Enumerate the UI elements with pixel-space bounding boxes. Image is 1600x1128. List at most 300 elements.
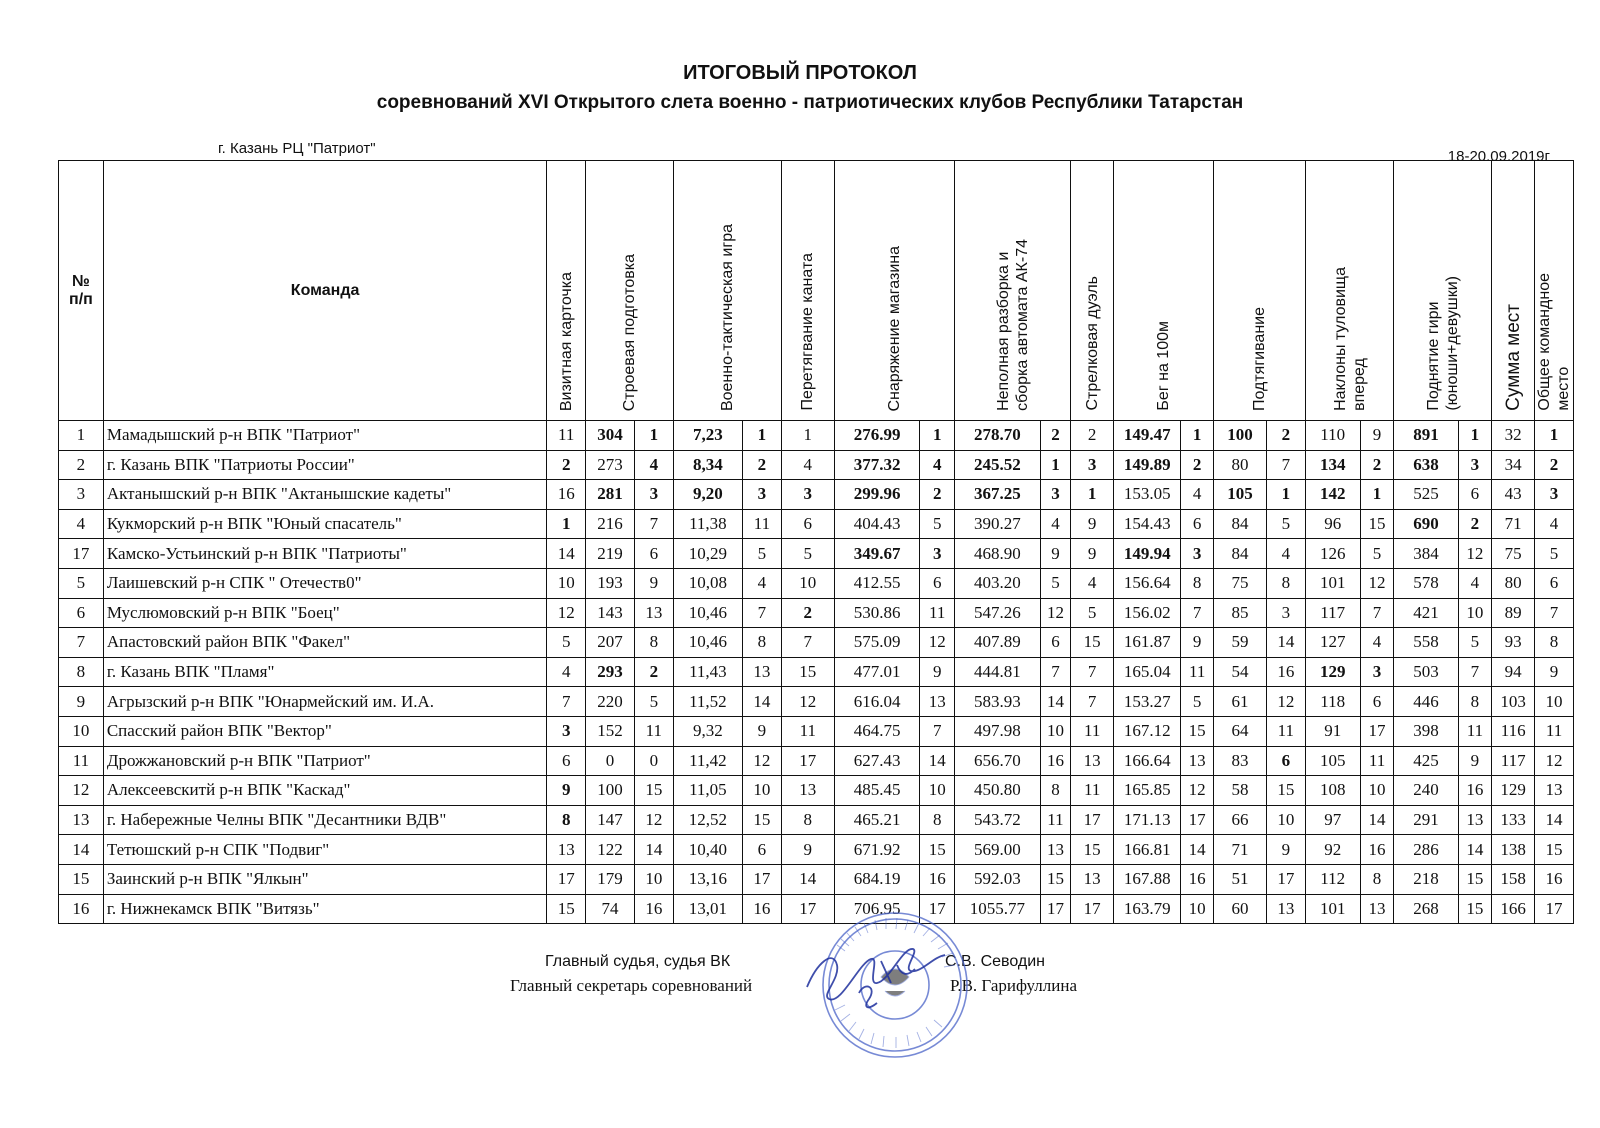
cell-ak74-time: 1055.77 xyxy=(955,894,1041,924)
table-row xyxy=(59,835,1574,865)
cell-pullups-count: 58 xyxy=(1213,776,1266,806)
header-row xyxy=(59,161,1574,421)
cell-drill-score: 216 xyxy=(586,509,635,539)
cell-tactic-place: 10 xyxy=(743,776,782,806)
cell-drill-place: 10 xyxy=(634,864,673,894)
cell-run-place: 5 xyxy=(1181,687,1214,717)
cell-overall-place: 4 xyxy=(1535,509,1574,539)
cell-overall-place: 7 xyxy=(1535,598,1574,628)
cell-tactic-time: 9,20 xyxy=(673,480,742,510)
cell-kettlebell-place: 2 xyxy=(1458,509,1492,539)
cell-number: 11 xyxy=(59,746,104,776)
col-header-sum-of-places: Сумма мест xyxy=(1492,161,1535,421)
cell-sum-places: 89 xyxy=(1492,598,1535,628)
cell-drill-place: 5 xyxy=(634,687,673,717)
cell-drill-place: 0 xyxy=(634,746,673,776)
cell-tactic-time: 10,46 xyxy=(673,598,742,628)
cell-ak74-place: 12 xyxy=(1040,598,1071,628)
cell-tug-place: 13 xyxy=(781,776,834,806)
cell-sum-places: 32 xyxy=(1492,421,1535,451)
cell-pullups-count: 85 xyxy=(1213,598,1266,628)
cell-ak74-time: 592.03 xyxy=(955,864,1041,894)
document-subtitle: соревнований XVI Открытого слета военно - патриотических клубов Республики Татарстан xyxy=(376,92,1244,113)
cell-duel-place: 3 xyxy=(1071,450,1114,480)
cell-kettlebell-score: 446 xyxy=(1394,687,1458,717)
cell-magazine-time: 377.32 xyxy=(834,450,920,480)
cell-run-time: 166.81 xyxy=(1114,835,1181,865)
cell-duel-place: 4 xyxy=(1071,568,1114,598)
cell-tug-place: 12 xyxy=(781,687,834,717)
cell-run-place: 2 xyxy=(1181,450,1214,480)
cell-magazine-place: 12 xyxy=(920,628,955,658)
cell-magazine-time: 684.19 xyxy=(834,864,920,894)
cell-drill-place: 11 xyxy=(634,716,673,746)
table-row xyxy=(59,687,1574,717)
col-header-visit-card: Визитная карточка xyxy=(547,161,586,421)
cell-tactic-time: 11,05 xyxy=(673,776,742,806)
cell-run-place: 7 xyxy=(1181,598,1214,628)
cell-ak74-place: 9 xyxy=(1040,539,1071,569)
cell-bends-place: 12 xyxy=(1360,568,1394,598)
cell-ak74-place: 4 xyxy=(1040,509,1071,539)
cell-ak74-place: 10 xyxy=(1040,716,1071,746)
cell-number: 16 xyxy=(59,894,104,924)
cell-run-place: 11 xyxy=(1181,657,1214,687)
cell-number: 1 xyxy=(59,421,104,451)
cell-magazine-place: 13 xyxy=(920,687,955,717)
cell-tug-place: 1 xyxy=(781,421,834,451)
cell-bends-place: 2 xyxy=(1360,450,1394,480)
cell-overall-place: 5 xyxy=(1535,539,1574,569)
cell-tactic-place: 6 xyxy=(743,835,782,865)
cell-kettlebell-score: 503 xyxy=(1394,657,1458,687)
cell-kettlebell-place: 7 xyxy=(1458,657,1492,687)
cell-team: г. Нижнекамск ВПК "Витязь" xyxy=(103,894,546,924)
cell-pullups-place: 8 xyxy=(1266,568,1305,598)
cell-magazine-place: 15 xyxy=(920,835,955,865)
cell-tactic-place: 9 xyxy=(743,716,782,746)
cell-pullups-place: 10 xyxy=(1266,805,1305,835)
cell-bends-score: 108 xyxy=(1305,776,1360,806)
col-header-forward-bends: Наклоны туловища вперед xyxy=(1305,161,1394,421)
cell-drill-place: 1 xyxy=(634,421,673,451)
cell-team: Тетюшский р-н СПК "Подвиг" xyxy=(103,835,546,865)
cell-ak74-time: 367.25 xyxy=(955,480,1041,510)
cell-tactic-time: 10,46 xyxy=(673,628,742,658)
cell-duel-place: 17 xyxy=(1071,894,1114,924)
cell-magazine-time: 464.75 xyxy=(834,716,920,746)
cell-ak74-place: 11 xyxy=(1040,805,1071,835)
cell-pullups-place: 4 xyxy=(1266,539,1305,569)
col-header-team: Команда xyxy=(103,161,546,421)
cell-magazine-place: 9 xyxy=(920,657,955,687)
cell-pullups-count: 59 xyxy=(1213,628,1266,658)
cell-kettlebell-score: 218 xyxy=(1394,864,1458,894)
cell-drill-place: 3 xyxy=(634,480,673,510)
cell-sum-places: 117 xyxy=(1492,746,1535,776)
cell-tactic-time: 10,29 xyxy=(673,539,742,569)
cell-bends-score: 97 xyxy=(1305,805,1360,835)
col-header-tug-of-war: Перетягвание каната xyxy=(781,161,834,421)
cell-run-time: 165.85 xyxy=(1114,776,1181,806)
cell-pullups-count: 66 xyxy=(1213,805,1266,835)
cell-duel-place: 7 xyxy=(1071,657,1114,687)
cell-drill-score: 220 xyxy=(586,687,635,717)
cell-number: 14 xyxy=(59,835,104,865)
cell-pullups-place: 5 xyxy=(1266,509,1305,539)
table-row xyxy=(59,421,1574,451)
cell-tug-place: 2 xyxy=(781,598,834,628)
cell-pullups-count: 60 xyxy=(1213,894,1266,924)
cell-magazine-time: 706.95 xyxy=(834,894,920,924)
cell-bends-score: 118 xyxy=(1305,687,1360,717)
cell-team: г. Набережные Челны ВПК "Десантники ВДВ" xyxy=(103,805,546,835)
cell-magazine-time: 485.45 xyxy=(834,776,920,806)
cell-visit-card: 7 xyxy=(547,687,586,717)
cell-pullups-count: 83 xyxy=(1213,746,1266,776)
cell-run-place: 10 xyxy=(1181,894,1214,924)
cell-drill-place: 2 xyxy=(634,657,673,687)
cell-drill-place: 14 xyxy=(634,835,673,865)
cell-overall-place: 14 xyxy=(1535,805,1574,835)
cell-run-time: 156.02 xyxy=(1114,598,1181,628)
cell-ak74-place: 17 xyxy=(1040,894,1071,924)
cell-number: 15 xyxy=(59,864,104,894)
cell-bends-score: 105 xyxy=(1305,746,1360,776)
cell-tug-place: 5 xyxy=(781,539,834,569)
cell-drill-score: 143 xyxy=(586,598,635,628)
cell-pullups-count: 61 xyxy=(1213,687,1266,717)
cell-bends-place: 4 xyxy=(1360,628,1394,658)
cell-bends-place: 3 xyxy=(1360,657,1394,687)
cell-tactic-place: 4 xyxy=(743,568,782,598)
cell-magazine-place: 17 xyxy=(920,894,955,924)
cell-number: 5 xyxy=(59,568,104,598)
cell-visit-card: 6 xyxy=(547,746,586,776)
cell-bends-place: 7 xyxy=(1360,598,1394,628)
cell-tug-place: 3 xyxy=(781,480,834,510)
cell-duel-place: 15 xyxy=(1071,628,1114,658)
table-row xyxy=(59,746,1574,776)
cell-kettlebell-place: 8 xyxy=(1458,687,1492,717)
cell-duel-place: 2 xyxy=(1071,421,1114,451)
cell-ak74-time: 450.80 xyxy=(955,776,1041,806)
cell-sum-places: 43 xyxy=(1492,480,1535,510)
cell-visit-card: 8 xyxy=(547,805,586,835)
cell-bends-place: 1 xyxy=(1360,480,1394,510)
cell-team: г. Казань ВПК "Пламя" xyxy=(103,657,546,687)
cell-drill-score: 273 xyxy=(586,450,635,480)
cell-team: Муслюмовский р-н ВПК "Боец" xyxy=(103,598,546,628)
cell-sum-places: 94 xyxy=(1492,657,1535,687)
cell-duel-place: 11 xyxy=(1071,716,1114,746)
cell-team: Лаишевский р-н СПК " Отечеств0" xyxy=(103,568,546,598)
table-row xyxy=(59,539,1574,569)
cell-magazine-place: 3 xyxy=(920,539,955,569)
cell-tactic-time: 11,38 xyxy=(673,509,742,539)
cell-kettlebell-place: 5 xyxy=(1458,628,1492,658)
cell-run-time: 153.27 xyxy=(1114,687,1181,717)
cell-drill-score: 179 xyxy=(586,864,635,894)
cell-number: 13 xyxy=(59,805,104,835)
cell-team: Камско-Устьинский р-н ВПК "Патриоты" xyxy=(103,539,546,569)
cell-number: 8 xyxy=(59,657,104,687)
cell-magazine-time: 671.92 xyxy=(834,835,920,865)
cell-magazine-place: 1 xyxy=(920,421,955,451)
cell-kettlebell-score: 384 xyxy=(1394,539,1458,569)
table-row xyxy=(59,480,1574,510)
table-row xyxy=(59,568,1574,598)
cell-bends-score: 112 xyxy=(1305,864,1360,894)
cell-overall-place: 6 xyxy=(1535,568,1574,598)
cell-overall-place: 1 xyxy=(1535,421,1574,451)
cell-pullups-count: 80 xyxy=(1213,450,1266,480)
cell-pullups-place: 2 xyxy=(1266,421,1305,451)
event-date: 18-20.09.2019г xyxy=(1447,148,1550,165)
cell-sum-places: 133 xyxy=(1492,805,1535,835)
cell-ak74-place: 16 xyxy=(1040,746,1071,776)
cell-visit-card: 14 xyxy=(547,539,586,569)
cell-drill-score: 122 xyxy=(586,835,635,865)
cell-bends-score: 126 xyxy=(1305,539,1360,569)
table-row xyxy=(59,450,1574,480)
cell-bends-score: 101 xyxy=(1305,568,1360,598)
cell-kettlebell-place: 12 xyxy=(1458,539,1492,569)
cell-sum-places: 116 xyxy=(1492,716,1535,746)
cell-ak74-time: 468.90 xyxy=(955,539,1041,569)
cell-kettlebell-score: 558 xyxy=(1394,628,1458,658)
cell-ak74-time: 245.52 xyxy=(955,450,1041,480)
cell-drill-place: 7 xyxy=(634,509,673,539)
cell-run-time: 166.64 xyxy=(1114,746,1181,776)
cell-tug-place: 14 xyxy=(781,864,834,894)
chief-secretary-title: Главный секретарь соревнований xyxy=(510,976,753,995)
cell-kettlebell-place: 9 xyxy=(1458,746,1492,776)
cell-kettlebell-score: 638 xyxy=(1394,450,1458,480)
cell-tactic-place: 14 xyxy=(743,687,782,717)
chief-judge-title: Главный судья, судья ВК xyxy=(545,953,731,970)
cell-visit-card: 12 xyxy=(547,598,586,628)
cell-sum-places: 71 xyxy=(1492,509,1535,539)
cell-pullups-place: 14 xyxy=(1266,628,1305,658)
cell-magazine-place: 6 xyxy=(920,568,955,598)
table-row xyxy=(59,864,1574,894)
cell-tug-place: 8 xyxy=(781,805,834,835)
cell-kettlebell-score: 286 xyxy=(1394,835,1458,865)
cell-overall-place: 13 xyxy=(1535,776,1574,806)
cell-tactic-place: 17 xyxy=(743,864,782,894)
cell-visit-card: 15 xyxy=(547,894,586,924)
cell-sum-places: 138 xyxy=(1492,835,1535,865)
cell-tug-place: 6 xyxy=(781,509,834,539)
cell-magazine-place: 11 xyxy=(920,598,955,628)
cell-magazine-time: 477.01 xyxy=(834,657,920,687)
cell-ak74-time: 407.89 xyxy=(955,628,1041,658)
cell-drill-score: 147 xyxy=(586,805,635,835)
results-table xyxy=(58,160,1574,924)
cell-tactic-place: 16 xyxy=(743,894,782,924)
cell-sum-places: 166 xyxy=(1492,894,1535,924)
cell-drill-place: 9 xyxy=(634,568,673,598)
cell-kettlebell-place: 14 xyxy=(1458,835,1492,865)
cell-drill-place: 15 xyxy=(634,776,673,806)
cell-duel-place: 9 xyxy=(1071,509,1114,539)
col-header-ak74-assembly: Неполная разборка и сборка автомата АК-74 xyxy=(955,161,1071,421)
cell-visit-card: 17 xyxy=(547,864,586,894)
cell-tactic-time: 11,42 xyxy=(673,746,742,776)
cell-magazine-place: 8 xyxy=(920,805,955,835)
cell-sum-places: 103 xyxy=(1492,687,1535,717)
cell-overall-place: 9 xyxy=(1535,657,1574,687)
cell-kettlebell-place: 10 xyxy=(1458,598,1492,628)
cell-magazine-place: 10 xyxy=(920,776,955,806)
cell-overall-place: 15 xyxy=(1535,835,1574,865)
cell-bends-score: 92 xyxy=(1305,835,1360,865)
cell-ak74-time: 656.70 xyxy=(955,746,1041,776)
cell-visit-card: 3 xyxy=(547,716,586,746)
cell-run-place: 4 xyxy=(1181,480,1214,510)
cell-overall-place: 16 xyxy=(1535,864,1574,894)
cell-pullups-count: 64 xyxy=(1213,716,1266,746)
col-header-number: № п/п xyxy=(59,161,104,421)
cell-visit-card: 13 xyxy=(547,835,586,865)
cell-ak74-time: 390.27 xyxy=(955,509,1041,539)
cell-ak74-place: 5 xyxy=(1040,568,1071,598)
cell-bends-place: 6 xyxy=(1360,687,1394,717)
cell-run-place: 13 xyxy=(1181,746,1214,776)
cell-tactic-time: 10,08 xyxy=(673,568,742,598)
cell-tactic-time: 12,52 xyxy=(673,805,742,835)
table-row xyxy=(59,716,1574,746)
cell-tug-place: 10 xyxy=(781,568,834,598)
cell-kettlebell-score: 891 xyxy=(1394,421,1458,451)
chief-judge-name: С.В. Севодин xyxy=(945,953,1045,970)
cell-magazine-time: 276.99 xyxy=(834,421,920,451)
cell-team: Агрызский р-н ВПК "Юнармейский им. И.А. xyxy=(103,687,546,717)
cell-duel-place: 13 xyxy=(1071,864,1114,894)
cell-ak74-place: 1 xyxy=(1040,450,1071,480)
cell-tactic-time: 10,40 xyxy=(673,835,742,865)
cell-overall-place: 11 xyxy=(1535,716,1574,746)
cell-ak74-place: 2 xyxy=(1040,421,1071,451)
cell-tug-place: 4 xyxy=(781,450,834,480)
cell-duel-place: 15 xyxy=(1071,835,1114,865)
cell-overall-place: 17 xyxy=(1535,894,1574,924)
cell-run-time: 161.87 xyxy=(1114,628,1181,658)
cell-ak74-place: 6 xyxy=(1040,628,1071,658)
cell-bends-score: 91 xyxy=(1305,716,1360,746)
cell-pullups-count: 71 xyxy=(1213,835,1266,865)
cell-drill-place: 13 xyxy=(634,598,673,628)
table-row xyxy=(59,509,1574,539)
venue: г. Казань РЦ "Патриот" xyxy=(218,140,376,157)
cell-ak74-place: 14 xyxy=(1040,687,1071,717)
cell-run-time: 154.43 xyxy=(1114,509,1181,539)
cell-tactic-time: 13,01 xyxy=(673,894,742,924)
cell-magazine-place: 2 xyxy=(920,480,955,510)
table-row xyxy=(59,628,1574,658)
cell-kettlebell-score: 525 xyxy=(1394,480,1458,510)
cell-magazine-time: 299.96 xyxy=(834,480,920,510)
cell-duel-place: 9 xyxy=(1071,539,1114,569)
cell-visit-card: 1 xyxy=(547,509,586,539)
cell-number: 7 xyxy=(59,628,104,658)
cell-pullups-count: 100 xyxy=(1213,421,1266,451)
cell-tug-place: 7 xyxy=(781,628,834,658)
col-header-pull-ups: Подтягивание xyxy=(1213,161,1305,421)
cell-drill-score: 0 xyxy=(586,746,635,776)
cell-tactic-place: 5 xyxy=(743,539,782,569)
cell-visit-card: 5 xyxy=(547,628,586,658)
cell-pullups-place: 9 xyxy=(1266,835,1305,865)
cell-number: 3 xyxy=(59,480,104,510)
cell-pullups-count: 51 xyxy=(1213,864,1266,894)
cell-run-place: 12 xyxy=(1181,776,1214,806)
cell-tug-place: 9 xyxy=(781,835,834,865)
official-stamp xyxy=(785,905,985,1075)
cell-drill-score: 100 xyxy=(586,776,635,806)
cell-ak74-place: 8 xyxy=(1040,776,1071,806)
cell-kettlebell-place: 1 xyxy=(1458,421,1492,451)
cell-tactic-place: 15 xyxy=(743,805,782,835)
cell-kettlebell-place: 11 xyxy=(1458,716,1492,746)
cell-pullups-place: 17 xyxy=(1266,864,1305,894)
cell-ak74-place: 13 xyxy=(1040,835,1071,865)
cell-bends-place: 16 xyxy=(1360,835,1394,865)
results-body xyxy=(59,421,1574,924)
cell-pullups-count: 84 xyxy=(1213,539,1266,569)
cell-run-time: 149.89 xyxy=(1114,450,1181,480)
cell-tactic-time: 8,34 xyxy=(673,450,742,480)
cell-drill-place: 12 xyxy=(634,805,673,835)
cell-overall-place: 2 xyxy=(1535,450,1574,480)
cell-bends-score: 101 xyxy=(1305,894,1360,924)
cell-kettlebell-place: 15 xyxy=(1458,864,1492,894)
cell-number: 12 xyxy=(59,776,104,806)
cell-magazine-time: 530.86 xyxy=(834,598,920,628)
cell-kettlebell-score: 425 xyxy=(1394,746,1458,776)
cell-drill-score: 74 xyxy=(586,894,635,924)
cell-run-place: 14 xyxy=(1181,835,1214,865)
cell-magazine-time: 627.43 xyxy=(834,746,920,776)
cell-team: Апастовский район ВПК "Факел" xyxy=(103,628,546,658)
cell-ak74-time: 278.70 xyxy=(955,421,1041,451)
cell-overall-place: 3 xyxy=(1535,480,1574,510)
cell-tug-place: 15 xyxy=(781,657,834,687)
cell-drill-score: 219 xyxy=(586,539,635,569)
cell-team: Кукморский р-н ВПК "Юный спасатель" xyxy=(103,509,546,539)
cell-bends-place: 10 xyxy=(1360,776,1394,806)
col-header-shooting-duel: Стрелковая дуэль xyxy=(1071,161,1114,421)
cell-pullups-place: 16 xyxy=(1266,657,1305,687)
cell-ak74-time: 444.81 xyxy=(955,657,1041,687)
cell-bends-place: 15 xyxy=(1360,509,1394,539)
cell-sum-places: 93 xyxy=(1492,628,1535,658)
cell-pullups-count: 84 xyxy=(1213,509,1266,539)
cell-drill-score: 304 xyxy=(586,421,635,451)
cell-number: 6 xyxy=(59,598,104,628)
cell-duel-place: 17 xyxy=(1071,805,1114,835)
cell-sum-places: 80 xyxy=(1492,568,1535,598)
cell-run-place: 9 xyxy=(1181,628,1214,658)
cell-bends-score: 127 xyxy=(1305,628,1360,658)
cell-overall-place: 12 xyxy=(1535,746,1574,776)
cell-team: Мамадышский р-н ВПК "Патриот" xyxy=(103,421,546,451)
cell-team: Актанышский р-н ВПК "Актанышские кадеты" xyxy=(103,480,546,510)
cell-bends-place: 5 xyxy=(1360,539,1394,569)
cell-tactic-time: 11,52 xyxy=(673,687,742,717)
cell-team: Спасский район ВПК "Вектор" xyxy=(103,716,546,746)
